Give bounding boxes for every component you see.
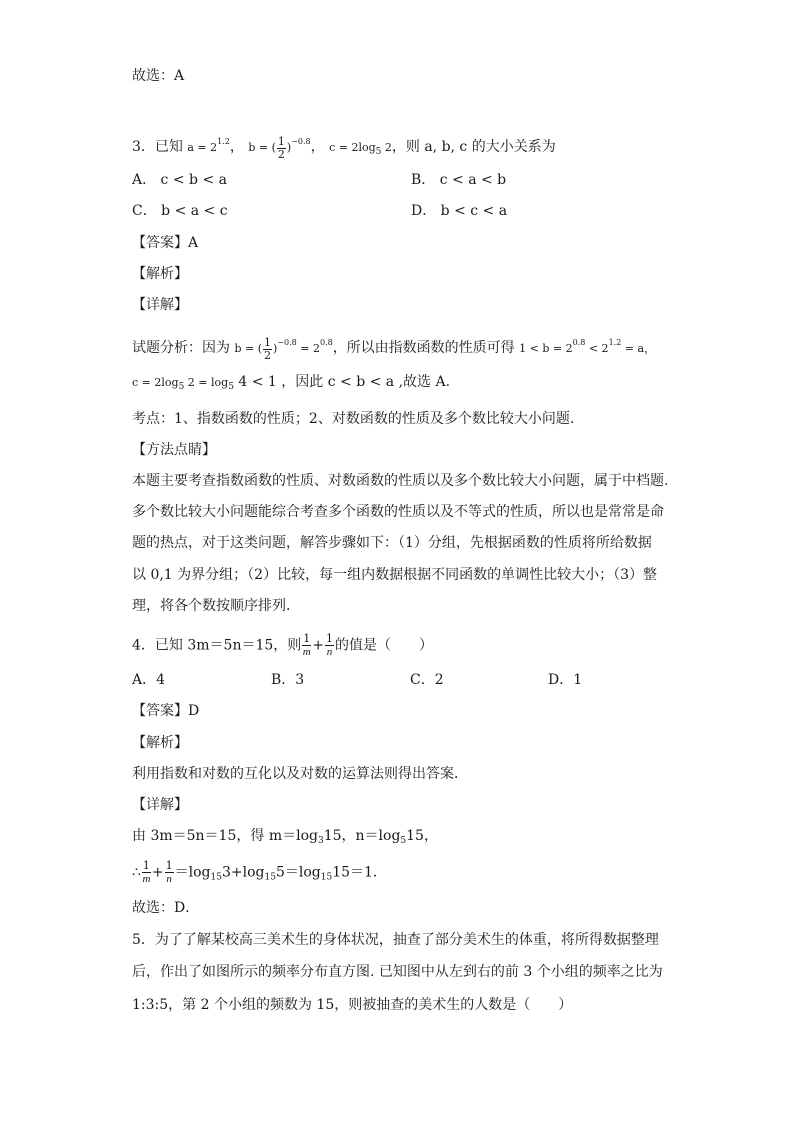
q4-option-c[interactable]: C．2: [410, 672, 444, 688]
q3-b-fraction: $\frac{1}{2}$: [277, 134, 285, 161]
q3-detail-heading: 【详解】: [132, 297, 188, 313]
q4-detail-line2: ∴ $\frac{1}{m}+$ $\frac{1}{n}=\log_{15}3+\log_{15}5=\log_{15}15=1$．: [132, 859, 387, 885]
q4-conclusion: 故选：D．: [132, 900, 200, 916]
q5-stem-line: 后，作出了如图所示的频率分布直方图. 已知图中从左到右的前 3 个小组的频率之比为: [132, 964, 663, 980]
q4-option-b[interactable]: B．3: [271, 672, 305, 688]
q3-b-def: b = ( $\frac{1}{2}$ )$^{-0.8}$: [248, 134, 311, 161]
q4-detail-line1: 由 3m＝5n＝15，得 $m=\log_315$，$n=\log_515$，: [132, 828, 438, 846]
q3-method-line: 题的热点，对于这类问题，解答步骤如下：（1）分组，先根据函数的性质将所给数据: [132, 535, 652, 551]
q5-stem-line: 5．为了了解某校高三美术生的身体状况，抽查了部分美术生的体重，将所得数据整理: [132, 932, 659, 948]
q3-method-heading: 【方法点睛】: [132, 442, 216, 458]
q3-detail-line2: $c = 2\log_5$ $2 = \log_5 4 < 1$ ，因此 c < b < a ,故选 A.: [132, 374, 451, 392]
q4-answer: 【答案】D: [132, 703, 200, 719]
q4-fraction-m: $\frac{1}{m}$: [302, 632, 311, 658]
q3-analysis-heading: 【解析】: [132, 266, 188, 282]
q5-stem-line: 1:3:5，第 2 个小组的频数为 15，则被抽查的美术生的人数是（ ）: [132, 997, 573, 1013]
q3-stem: 3．已知 $a = 2^{1.2}$， b = ( $\frac{1}{2}$ )$^{-0.8}$， $c = 2\log_5$ 2，则 a, b, c 的大小关系为: [132, 134, 556, 161]
q4-detail-fraction-n: $\frac{1}{n}$: [165, 859, 173, 885]
q4-analysis-text: 利用指数和对数的互化以及对数的运算法则得出答案．: [132, 766, 468, 782]
q3-a-def: $a = 2^{1.2}$: [187, 137, 230, 154]
q4-analysis-heading: 【解析】: [132, 735, 188, 751]
q3-detail-line1: 试题分析：因为 b = ( $\frac{1}{2}$ )$^{-0.8} = 2^{0.8}$，所以由指数函数的性质可得 $1 < b = 2^{0.8} < 2^{1.2} = a$，: [132, 335, 656, 362]
q3-option-b[interactable]: B． c < a < b: [411, 172, 507, 188]
q3-method-line: 理，将各个数按顺序排列.: [132, 598, 291, 614]
q4-option-a[interactable]: A．4: [132, 672, 166, 688]
q3-detail-fraction: $\frac{1}{2}$: [264, 335, 271, 362]
q4-option-d[interactable]: D．1: [548, 672, 583, 688]
q3-answer: 【答案】A: [132, 235, 199, 251]
q2-conclusion: 故选：A: [132, 68, 185, 84]
q3-option-a[interactable]: A． c < b < a: [132, 172, 227, 188]
q3-c-def: $c = 2\log_5$ 2: [329, 141, 392, 157]
q3-option-d[interactable]: D． b < c < a: [411, 203, 508, 219]
q4-stem: 4．已知 3m＝5n＝15，则 $\frac{1}{m}+$ $\frac{1}{n}$的值是（ ）: [132, 632, 434, 658]
q4-detail-heading: 【详解】: [132, 797, 188, 813]
q3-method-line: 以 0,1 为界分组；（2）比较，每一组内数据根据不同函数的单调性比较大小；（3）整: [132, 567, 657, 583]
q4-detail-fraction-m: $\frac{1}{m}$: [142, 859, 151, 885]
q3-option-c[interactable]: C． b < a < c: [132, 203, 228, 219]
q3-kaodian: 考点：1、指数函数的性质；2、对数函数的性质及多个数比较大小问题.: [132, 411, 575, 427]
q3-number: 3．已知: [132, 139, 183, 155]
q4-fraction-n: $\frac{1}{n}$: [326, 632, 334, 658]
q3-method-line: 本题主要考查指数函数的性质、对数函数的性质以及多个数比较大小问题，属于中档题.: [132, 473, 669, 489]
q3-method-line: 多个数比较大小问题能综合考查多个函数的性质以及不等式的性质，所以也是常常是命: [132, 504, 664, 520]
